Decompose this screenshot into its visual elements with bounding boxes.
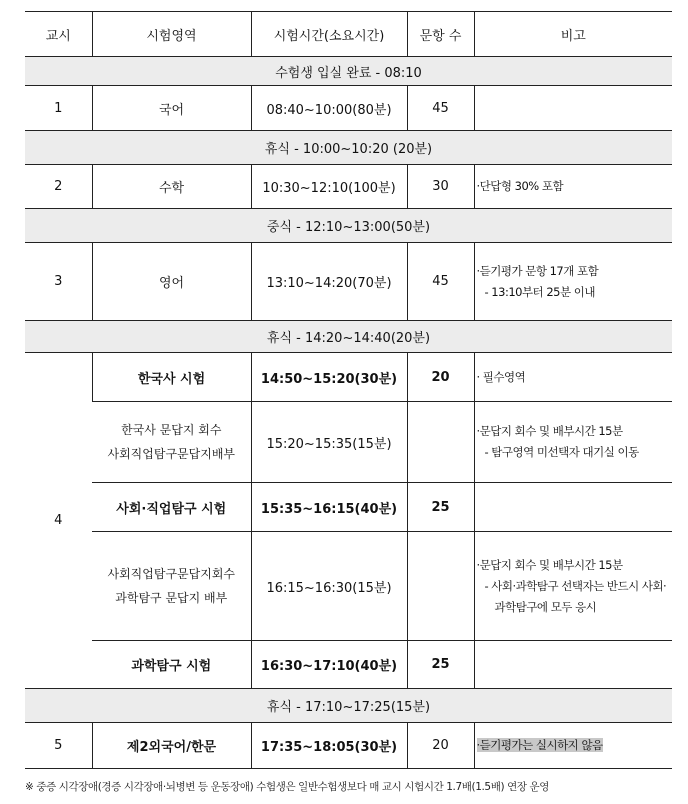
time: 14:50~15:20(30분): [251, 353, 407, 402]
subject-line: 사회직업탐구문답지배부: [107, 447, 235, 461]
table-row: [25, 402, 672, 483]
time: 17:35~18:05(30분): [251, 723, 407, 769]
lunch-row: 중식 - 12:10~13:00(50분): [25, 209, 672, 243]
note-line: ·문답지 회수 및 배부시간 15분: [476, 424, 623, 438]
period: 1: [25, 86, 92, 131]
count: 25: [407, 483, 474, 532]
note-line: 과학탐구에 모두 응시: [494, 599, 597, 614]
subject: [92, 532, 251, 641]
table-row: [25, 353, 672, 402]
table-row: [25, 483, 672, 532]
table-row: [25, 243, 672, 321]
period: 3: [25, 243, 92, 321]
subject-line: 사회직업탐구문답지회수: [107, 567, 235, 581]
subject: 과학탐구 시험: [92, 641, 251, 689]
subject: 제2외국어/한문: [92, 723, 251, 769]
note-line: ·듣기평가 문항 17개 포함: [476, 263, 599, 278]
note: [474, 532, 672, 641]
time: 15:35~16:15(40분): [251, 483, 407, 532]
count: 45: [407, 86, 474, 131]
subject: 한국사 시험: [92, 353, 251, 402]
subject-line: 과학탐구 문답지 배부: [115, 591, 228, 605]
note-line: - 13:10부터 25분 이내: [484, 284, 595, 299]
time: 13:10~14:20(70분): [251, 243, 407, 321]
count: 30: [407, 165, 474, 209]
note: [474, 483, 672, 532]
time: 10:30~12:10(100분): [251, 165, 407, 209]
header-subject: 시험영역: [92, 12, 251, 57]
time: 16:30~17:10(40분): [251, 641, 407, 689]
time: 08:40~10:00(80분): [251, 86, 407, 131]
period: 2: [25, 165, 92, 209]
period: 5: [25, 723, 92, 769]
header-row: [25, 12, 672, 57]
header-time: 시험시간(소요시간): [251, 12, 407, 57]
table-row: [25, 532, 672, 641]
note: ·단답형 30% 포함: [474, 165, 672, 209]
table-row: [25, 165, 672, 209]
note-line: ·문답지 회수 및 배부시간 15분: [476, 557, 623, 572]
count: 20: [407, 353, 474, 402]
count: [407, 402, 474, 483]
period: 4: [25, 353, 92, 689]
count: 20: [407, 723, 474, 769]
note-line: - 탐구영역 미선택자 대기실 이동: [484, 445, 639, 459]
time: 16:15~16:30(15분): [251, 532, 407, 641]
subject-line: 한국사 문답지 회수: [121, 423, 222, 437]
table-row: [25, 723, 672, 769]
footnote: ※ 중증 시각장애(경증 시각장애·뇌병변 등 운동장애) 수험생은 일반수험생보다 매 교시 시험시간 1.7배(1.5배) 연장 운영: [25, 781, 549, 793]
entry-row: 수험생 입실 완료 - 08:10: [25, 57, 672, 86]
note: [474, 86, 672, 131]
header-period: 교시: [25, 12, 92, 57]
note: [474, 243, 672, 321]
subject: 국어: [92, 86, 251, 131]
table-row: [25, 641, 672, 689]
time: 15:20~15:35(15분): [251, 402, 407, 483]
exam-schedule-table: [25, 11, 672, 769]
count: [407, 532, 474, 641]
subject: 영어: [92, 243, 251, 321]
note: · 필수영역: [474, 353, 672, 402]
subject: 수학: [92, 165, 251, 209]
table-row: [25, 86, 672, 131]
highlighted-note: ·듣기평가는 실시하지 않음: [476, 738, 603, 752]
subject: [92, 402, 251, 483]
note: [474, 641, 672, 689]
header-note: 비고: [474, 12, 672, 57]
header-count: 문항 수: [407, 12, 474, 57]
break-row: 휴식 - 14:20~14:40(20분): [25, 321, 672, 353]
count: 25: [407, 641, 474, 689]
break-row: 휴식 - 10:00~10:20 (20분): [25, 131, 672, 165]
note: [474, 402, 672, 483]
break-row: 휴식 - 17:10~17:25(15분): [25, 689, 672, 723]
note-line: - 사회·과학탐구 선택자는 반드시 사회·: [484, 578, 667, 593]
subject: 사회·직업탐구 시험: [92, 483, 251, 532]
count: 45: [407, 243, 474, 321]
note: [474, 723, 672, 769]
